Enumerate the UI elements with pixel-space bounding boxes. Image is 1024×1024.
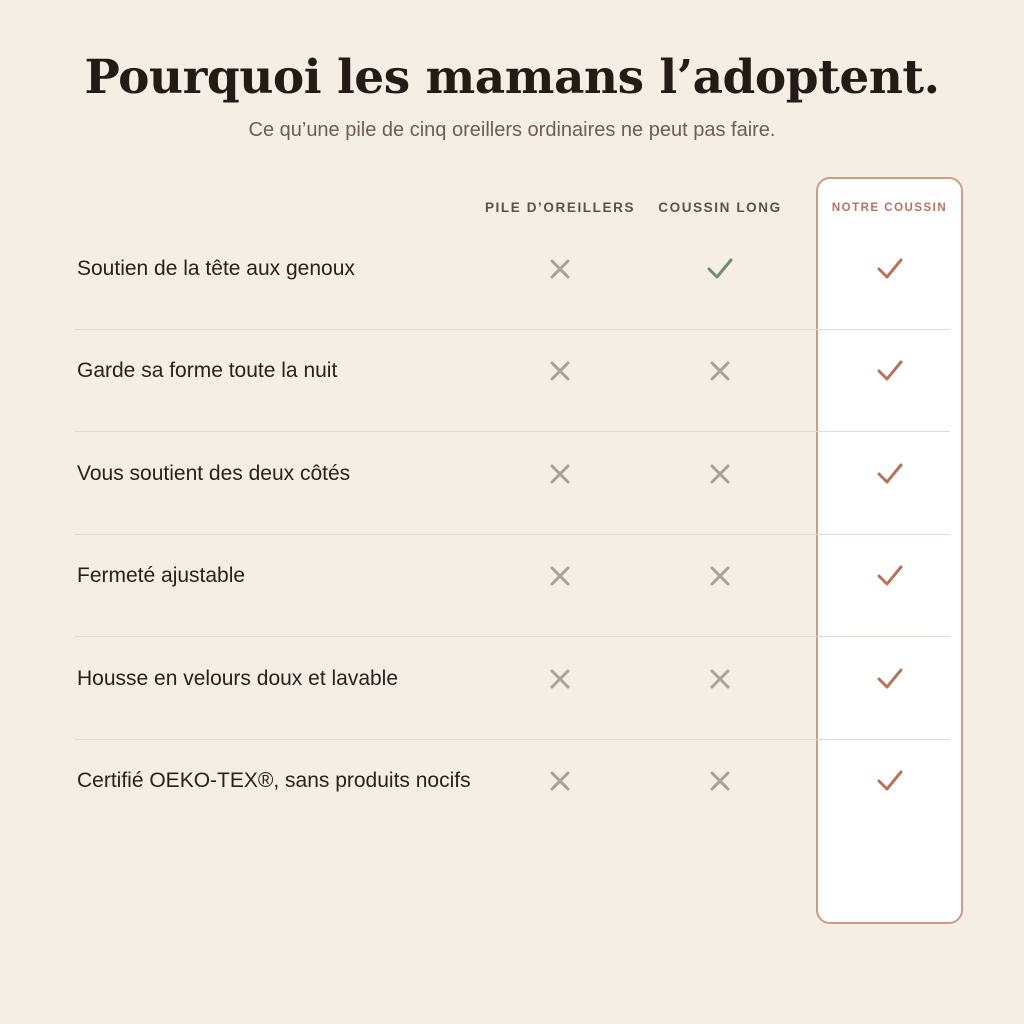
cross-icon: [545, 664, 575, 694]
cross-icon: [545, 356, 575, 386]
column-header-coussin-long: COUSSIN LONG: [658, 200, 782, 215]
table-row: [75, 330, 950, 432]
table-row: [75, 535, 950, 637]
check-icon: [875, 356, 905, 386]
row-feature-label: Certifié OEKO-TEX®, sans produits nocifs: [77, 769, 471, 792]
page-title: Pourquoi les mamans l’adoptent.: [84, 50, 940, 105]
check-icon: [875, 459, 905, 489]
row-feature-label: Housse en velours doux et lavable: [77, 666, 399, 690]
row-feature-label: Fermeté ajustable: [77, 564, 246, 588]
cross-icon: [705, 561, 735, 591]
row-feature-label: Garde sa forme toute la nuit: [77, 359, 338, 383]
column-header-notre-coussin: NOTRE COUSSIN: [831, 202, 948, 214]
column-header-pile-oreillers: PILE D’OREILLERS: [484, 200, 636, 215]
cross-icon: [545, 766, 575, 796]
check-icon: [875, 664, 905, 694]
cross-icon: [705, 356, 735, 386]
cross-icon: [545, 459, 575, 489]
page-subtitle: Ce qu’une pile de cinq oreillers ordinaires ne peut pas faire.: [248, 119, 776, 141]
table-row: [75, 228, 950, 330]
row-feature-label: Vous soutient des deux côtés: [77, 461, 351, 485]
cross-icon: [705, 766, 735, 796]
cross-icon: [545, 254, 575, 284]
check-icon: [875, 254, 905, 284]
cross-icon: [705, 664, 735, 694]
table-row: [75, 638, 950, 740]
row-feature-label: Soutien de la tête aux genoux: [77, 257, 355, 280]
check-icon: [705, 254, 735, 284]
table-row: [75, 740, 950, 842]
table-row: [75, 433, 950, 535]
check-icon: [875, 561, 905, 591]
check-icon: [875, 766, 905, 796]
cross-icon: [705, 459, 735, 489]
cross-icon: [545, 561, 575, 591]
